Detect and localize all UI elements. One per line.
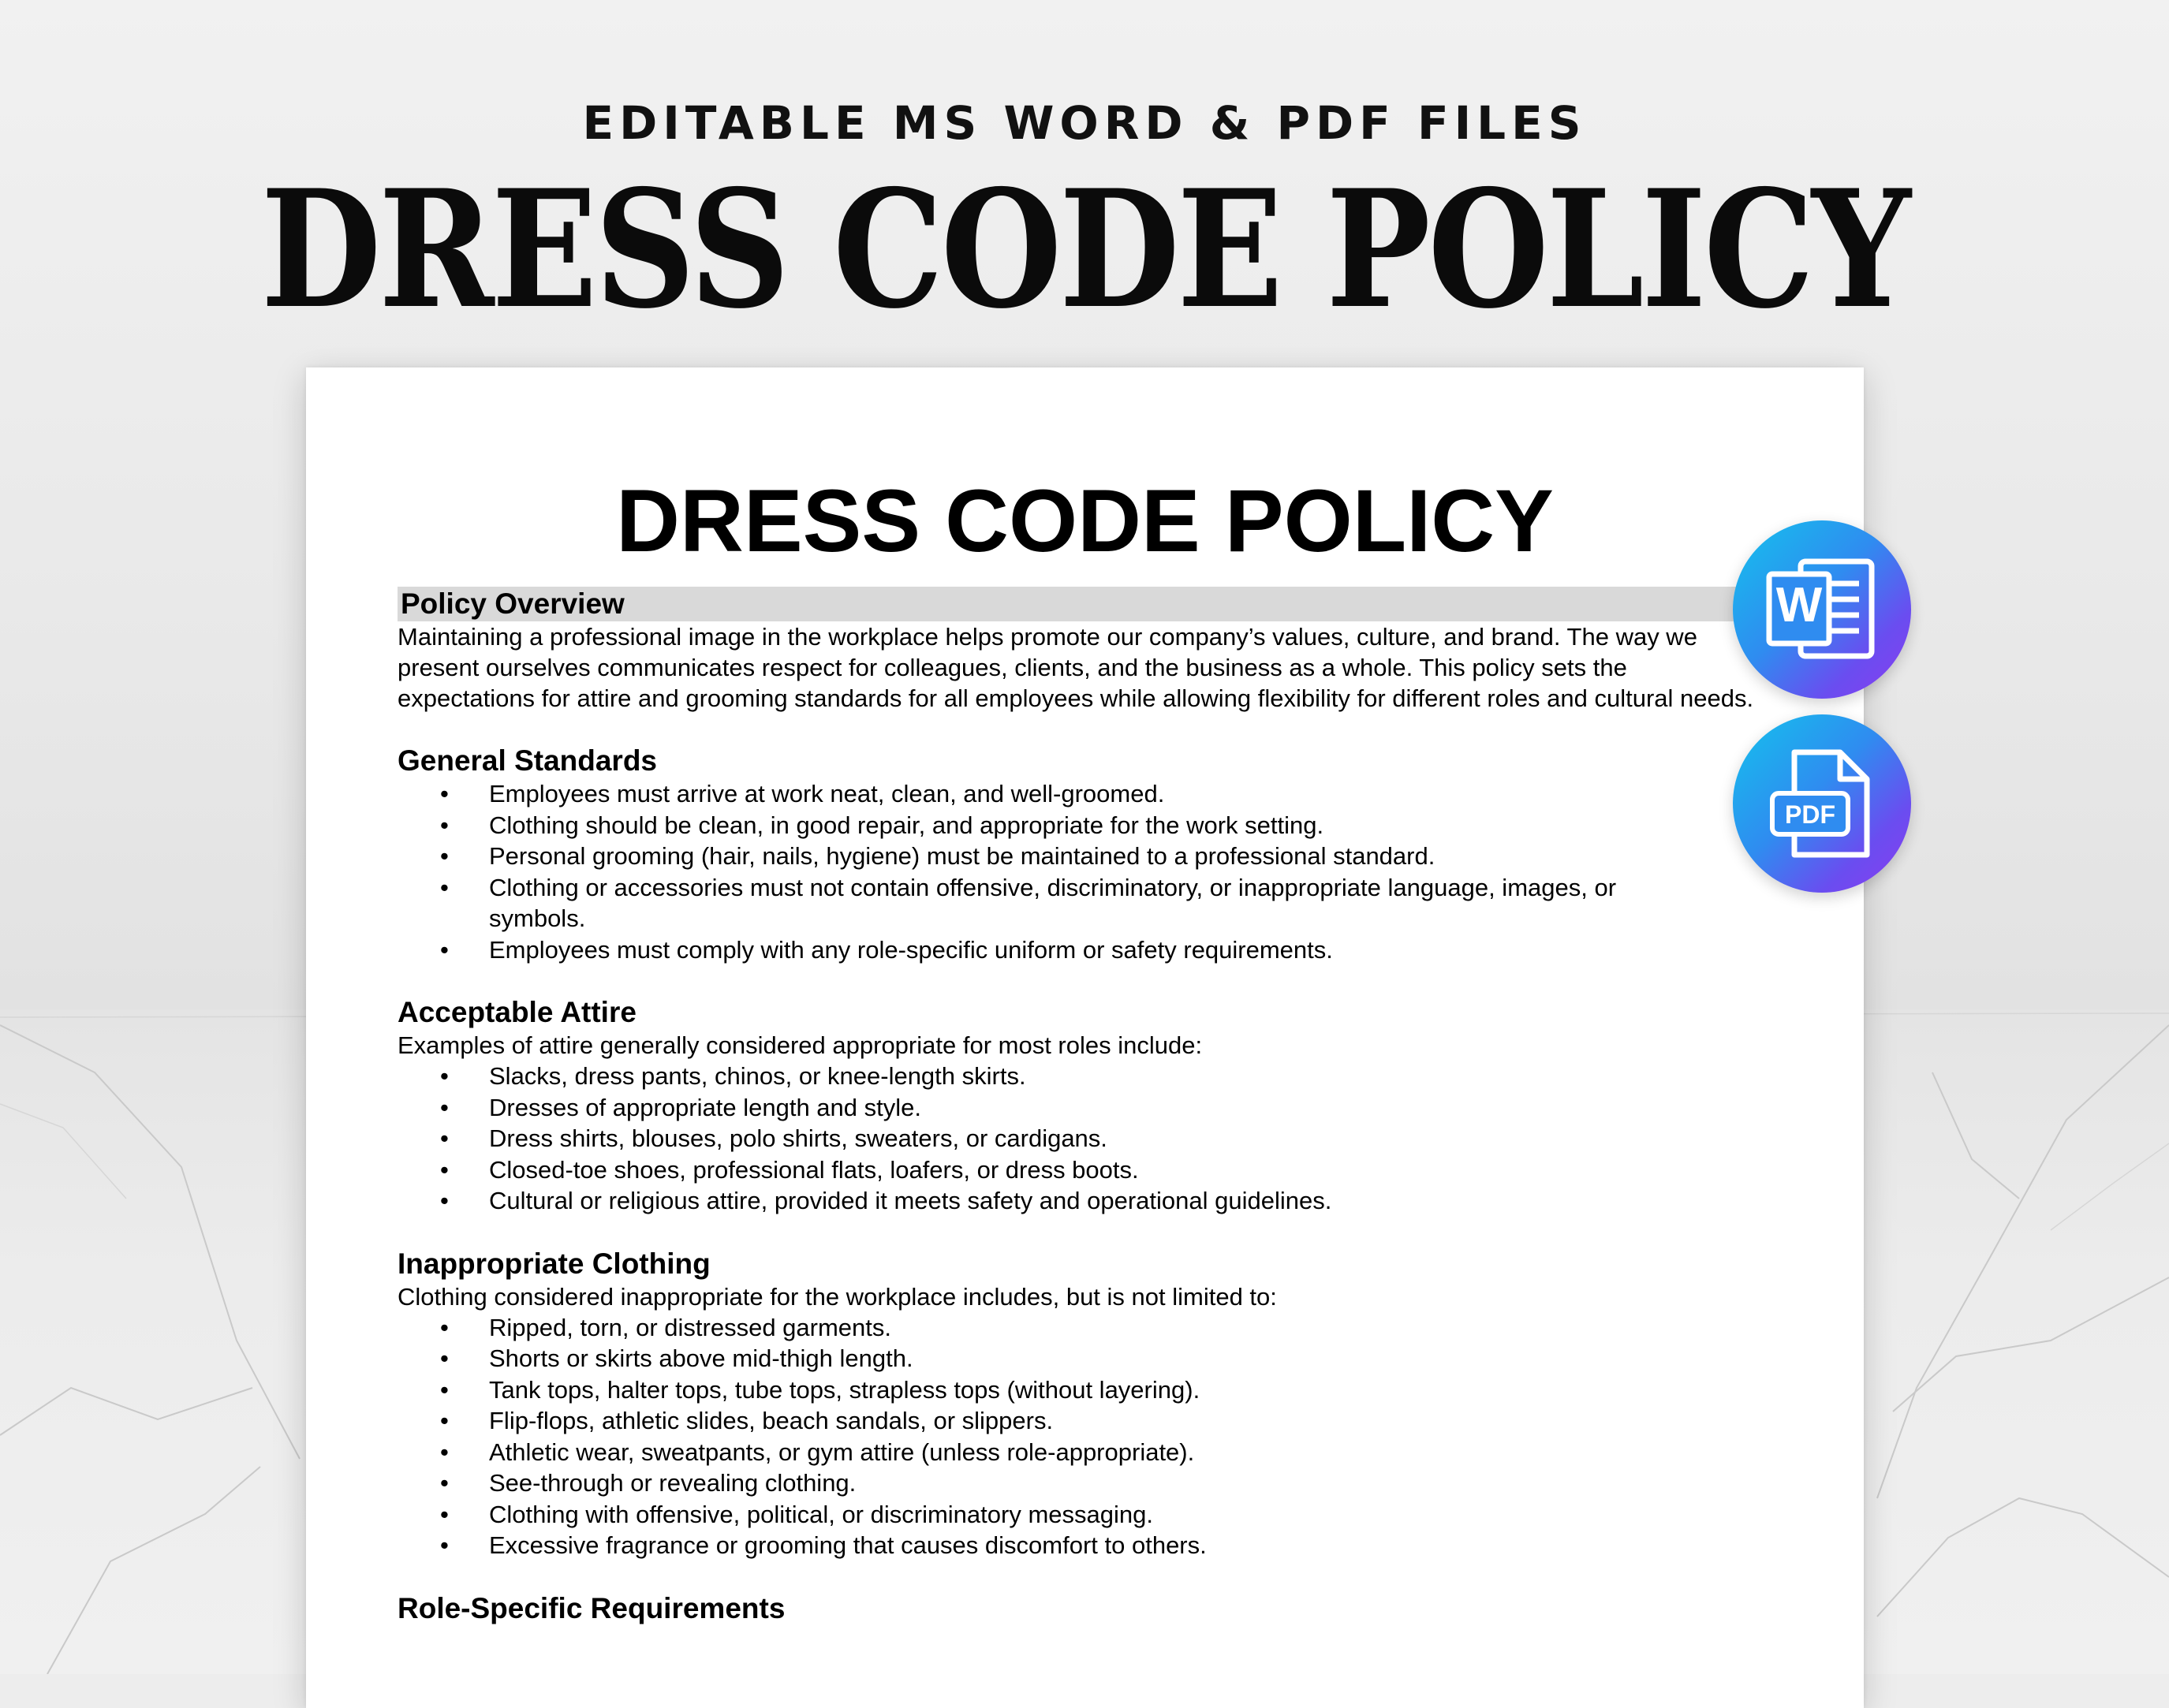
list-item: • Flip-flops, athletic slides, beach sandals, or slippers. bbox=[398, 1405, 1680, 1437]
list-item: • Clothing with offensive, political, or discriminatory messaging. bbox=[398, 1499, 1680, 1531]
list-item: • Closed-toe shoes, professional flats, loafers, or dress boots. bbox=[398, 1154, 1680, 1186]
section-heading-acceptable-attire: Acceptable Attire bbox=[398, 996, 637, 1028]
list-item: • Shorts or skirts above mid-thigh length. bbox=[398, 1343, 1680, 1374]
word-badge bbox=[1733, 520, 1911, 699]
banner-subtitle: EDITABLE MS WORD & PDF FILES bbox=[582, 96, 1587, 150]
pdf-document-icon bbox=[1733, 714, 1911, 893]
inappropriate-clothing-intro: Clothing considered inappropriate for the workplace includes, but is not limited to: bbox=[398, 1282, 1277, 1311]
section-heading-overview: Policy Overview bbox=[398, 587, 1767, 621]
list-item: • See-through or revealing clothing. bbox=[398, 1467, 1680, 1499]
list-item: • Excessive fragrance or grooming that causes discomfort to others. bbox=[398, 1530, 1680, 1561]
list-item: • Tank tops, halter tops, tube tops, strapless tops (without layering). bbox=[398, 1374, 1680, 1406]
overview-paragraph: Maintaining a professional image in the workplace helps promote our company’s values, culture, and brand. The way we present ourselves communicates respect for colleagues, clients, and the business as a whole. This policy sets the expectations for attire and grooming standards for all employees while allowing flexibility for different roles and cultural needs. bbox=[398, 623, 1754, 712]
acceptable-attire-intro: Examples of attire generally considered appropriate for most roles include: bbox=[398, 1031, 1203, 1059]
list-item: • Clothing or accessories must not contain offensive, discriminatory, or inappropriate language, images, or symbols. bbox=[398, 872, 1680, 934]
document-title: DRESS CODE POLICY bbox=[616, 472, 1554, 570]
general-standards-list bbox=[398, 778, 1786, 965]
pdf-label: PDF bbox=[1785, 800, 1835, 829]
document-body bbox=[398, 587, 1786, 1626]
list-item: • Dress shirts, blouses, polo shirts, sweaters, or cardigans. bbox=[398, 1123, 1680, 1154]
list-item: • Employees must arrive at work neat, clean, and well-groomed. bbox=[398, 778, 1680, 810]
section-heading-inappropriate-clothing: Inappropriate Clothing bbox=[398, 1247, 711, 1280]
banner-title: DRESS CODE POLICY bbox=[260, 155, 1909, 345]
section-heading-role-specific: Role-Specific Requirements bbox=[398, 1591, 786, 1624]
list-item: • Athletic wear, sweatpants, or gym attire (unless role-appropriate). bbox=[398, 1437, 1680, 1468]
list-item: • Personal grooming (hair, nails, hygiene) must be maintained to a professional standard. bbox=[398, 841, 1680, 872]
word-letter: W bbox=[1775, 578, 1823, 632]
list-item: • Slacks, dress pants, chinos, or knee-length skirts. bbox=[398, 1061, 1680, 1092]
word-document-icon bbox=[1733, 520, 1911, 699]
document-page bbox=[306, 367, 1864, 1708]
acceptable-attire-list bbox=[398, 1061, 1786, 1217]
list-item: • Clothing should be clean, in good repair, and appropriate for the work setting. bbox=[398, 810, 1680, 841]
list-item: • Ripped, torn, or distressed garments. bbox=[398, 1312, 1680, 1344]
list-item: • Cultural or religious attire, provided it meets safety and operational guidelines. bbox=[398, 1185, 1680, 1217]
pdf-badge bbox=[1733, 714, 1911, 893]
section-heading-general-standards: General Standards bbox=[398, 744, 658, 777]
list-item: • Employees must comply with any role-specific uniform or safety requirements. bbox=[398, 934, 1680, 966]
list-item: • Dresses of appropriate length and style. bbox=[398, 1092, 1680, 1124]
inappropriate-clothing-list bbox=[398, 1312, 1786, 1561]
